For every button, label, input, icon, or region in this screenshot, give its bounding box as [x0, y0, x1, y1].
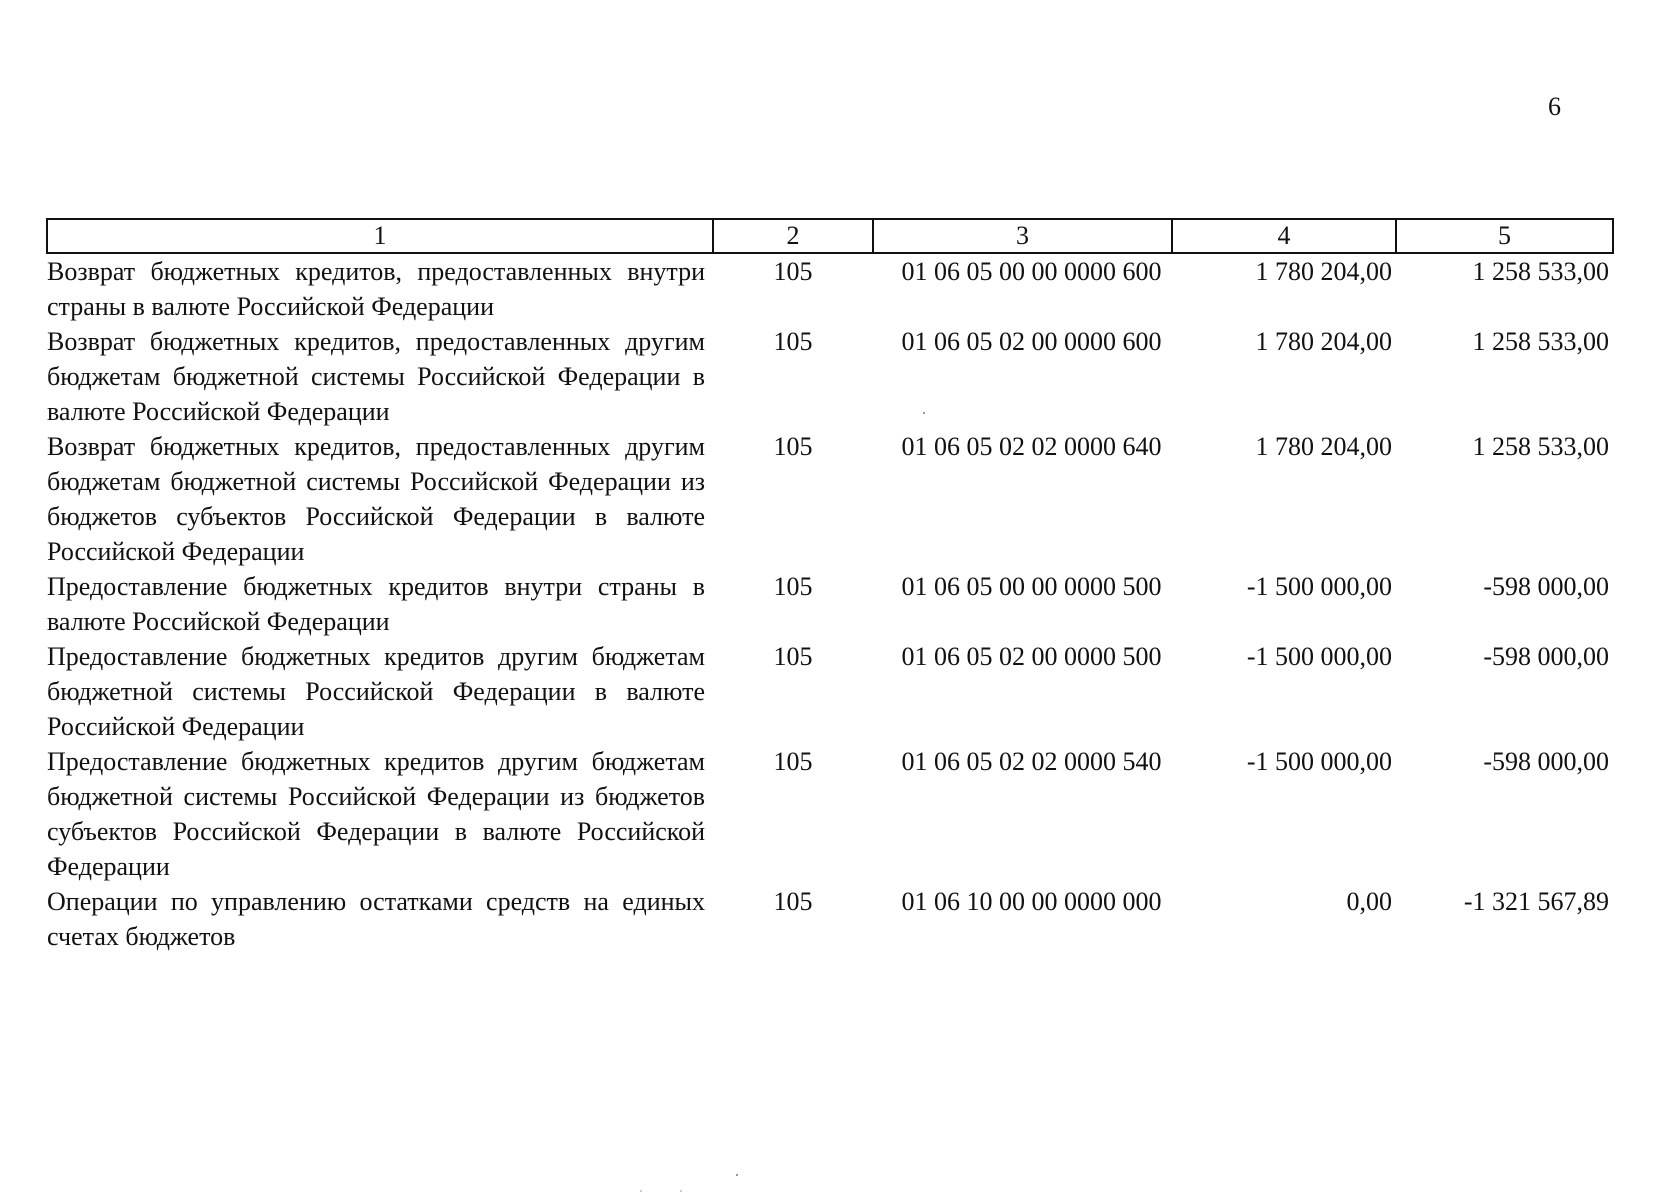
scan-speck: [736, 1174, 738, 1176]
row-amount-col4: 0,00: [1346, 887, 1392, 916]
row-amount-col4: -1 500 000,00: [1246, 642, 1392, 671]
row-classification-code: 01 06 05 00 00 0000 500: [901, 572, 1162, 601]
row-classification-code: 01 06 05 02 02 0000 640: [901, 432, 1162, 461]
table-header: [47, 219, 1613, 253]
row-admin-code: 105: [773, 747, 813, 776]
row-description: Возврат бюджетных кредитов, предоставленных внутри страны в валюте Российской Федерации: [47, 257, 705, 321]
row-amount-col4: 1 780 204,00: [1255, 432, 1392, 461]
table-row: [47, 884, 1613, 954]
column-header-5: 5: [1396, 219, 1613, 253]
row-admin-code: 105: [773, 572, 813, 601]
row-admin-code: 105: [773, 327, 813, 356]
row-admin-code: 105: [773, 432, 813, 461]
row-amount-col4: -1 500 000,00: [1246, 747, 1392, 776]
budget-table: [46, 218, 1614, 954]
row-amount-col5: -1 321 567,89: [1463, 887, 1609, 916]
row-amount-col5: -598 000,00: [1483, 642, 1609, 671]
header-row: [47, 219, 1613, 253]
row-admin-code: 105: [773, 887, 813, 916]
row-amount-col5: 1 258 533,00: [1472, 432, 1609, 461]
column-header-4: 4: [1172, 219, 1396, 253]
table-row: [47, 429, 1613, 569]
row-amount-col5: 1 258 533,00: [1472, 327, 1609, 356]
column-header-2: 2: [713, 219, 873, 253]
row-amount-col5: -598 000,00: [1483, 747, 1609, 776]
table-row: [47, 324, 1613, 429]
row-amount-col4: 1 780 204,00: [1255, 327, 1392, 356]
row-admin-code: 105: [773, 642, 813, 671]
table-body: [47, 253, 1613, 954]
scan-speck: [923, 412, 925, 414]
row-amount-col4: 1 780 204,00: [1255, 257, 1392, 286]
scan-speck: [680, 1190, 682, 1192]
row-classification-code: 01 06 05 02 00 0000 500: [901, 642, 1162, 671]
row-classification-code: 01 06 10 00 00 0000 000: [901, 887, 1162, 916]
column-header-1: 1: [47, 219, 713, 253]
table-row: [47, 253, 1613, 324]
row-amount-col5: -598 000,00: [1483, 572, 1609, 601]
table-row: [47, 744, 1613, 884]
page-number: 6: [1548, 92, 1561, 121]
row-classification-code: 01 06 05 00 00 0000 600: [901, 257, 1162, 286]
scan-speck: [640, 1190, 642, 1192]
row-classification-code: 01 06 05 02 00 0000 600: [901, 327, 1162, 356]
row-description: Предоставление бюджетных кредитов другим бюджетам бюджетной системы Российской Федерации из бюджетов субъектов Российской Федерации в валюте Российской Федерации: [47, 747, 705, 881]
row-amount-col4: -1 500 000,00: [1246, 572, 1392, 601]
row-description: Возврат бюджетных кредитов, предоставленных другим бюджетам бюджетной системы Российской Федерации из бюджетов субъектов Российской Федерации в валюте Российской Федерации: [47, 432, 705, 566]
table-row: [47, 639, 1613, 744]
row-description: Возврат бюджетных кредитов, предоставленных другим бюджетам бюджетной системы Российской Федерации в валюте Российской Федерации: [47, 327, 705, 426]
row-classification-code: 01 06 05 02 02 0000 540: [901, 747, 1162, 776]
row-description: Предоставление бюджетных кредитов внутри страны в валюте Российской Федерации: [47, 572, 705, 636]
row-description: Операции по управлению остатками средств на единых счетах бюджетов: [47, 887, 705, 951]
row-description: Предоставление бюджетных кредитов другим бюджетам бюджетной системы Российской Федерации в валюте Российской Федерации: [47, 642, 705, 741]
row-admin-code: 105: [773, 257, 813, 286]
row-amount-col5: 1 258 533,00: [1472, 257, 1609, 286]
column-header-3: 3: [873, 219, 1172, 253]
table-row: [47, 569, 1613, 639]
